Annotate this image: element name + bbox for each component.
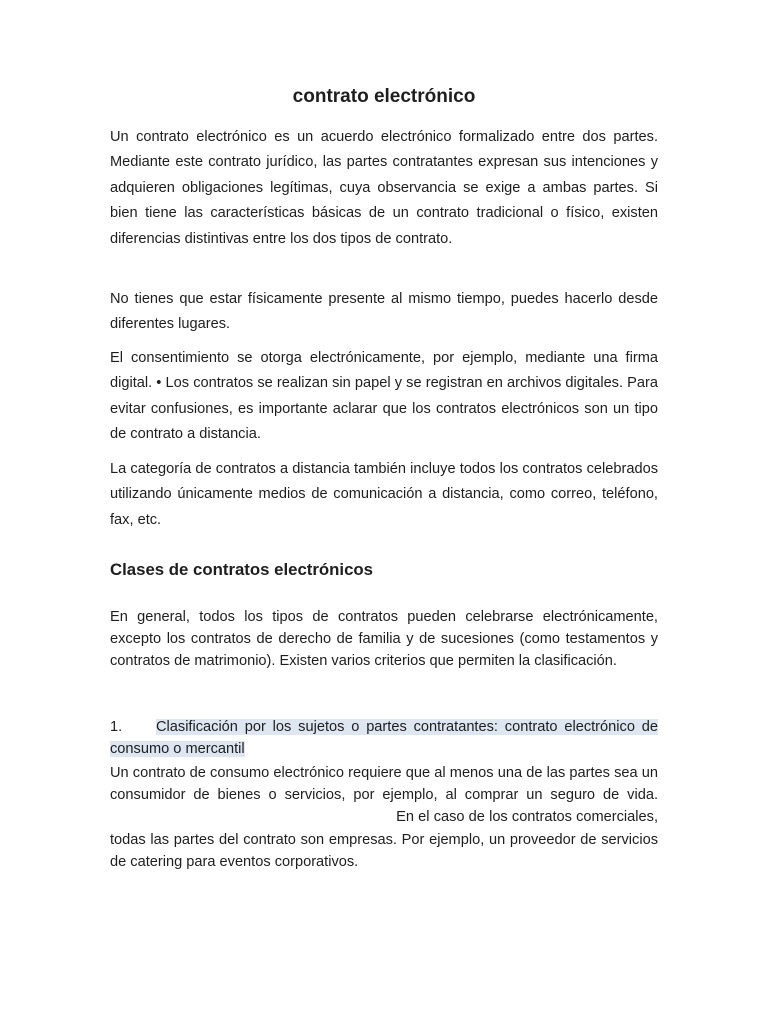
document-title: contrato electrónico: [292, 86, 476, 107]
paragraph-presence: No tienes que estar físicamente presente al mismo tiempo, puedes hacerlo desde diferentes lugares.: [110, 291, 658, 333]
paragraph-definition: Un contrato electrónico es un acuerdo electrónico formalizado entre dos partes. Mediante este contrato jurídico, las partes contratantes expresan sus intenciones y adquieren obligaciones legítimas, cuya observancia se exige a ambas partes. Si bien tiene las características básicas de un contrato tradicional o físico, existen diferencias distintivas entre los dos tipos de contrato.: [110, 129, 658, 247]
item-number: 1.: [110, 719, 123, 735]
paragraph-consent: El consentimiento se otorga electrónicamente, por ejemplo, mediante una firma digital. • Los contratos se realizan sin papel y se registran en archivos digitales. Para evitar confusiones, es importante aclarar que los contratos electrónicos son un tipo de contrato a distancia.: [110, 350, 658, 443]
body-commercial-text: En el caso de los contratos comerciales, todas las partes del contrato son empresas. Por ejemplo, un proveedor de servicios de catering para eventos corporativos.: [110, 809, 658, 870]
section-heading: Clases de contratos electrónicos: [110, 560, 374, 579]
section-intro: En general, todos los tipos de contratos pueden celebrarse electrónicamente, excepto los contratos de derecho de familia y de sucesiones (como testamentos y contratos de matrimonio). Existen varios criterios que permiten la clasificación.: [110, 609, 658, 670]
body-consumer-text: Un contrato de consumo electrónico requiere que al menos una de las partes sea un consumidor de bienes o servicios, por ejemplo, al comprar un seguro de vida.: [110, 765, 658, 804]
numbered-item: [110, 716, 658, 760]
section-body: [110, 762, 658, 873]
paragraph-distance-contracts: La categoría de contratos a distancia también incluye todos los contratos celebrados utilizando únicamente medios de comunicación a distancia, como correo, teléfono, fax, etc.: [110, 461, 658, 528]
item-text-highlighted: Clasificación por los sujetos o partes contratantes: contrato electrónico de consumo o mercantil: [110, 719, 658, 758]
